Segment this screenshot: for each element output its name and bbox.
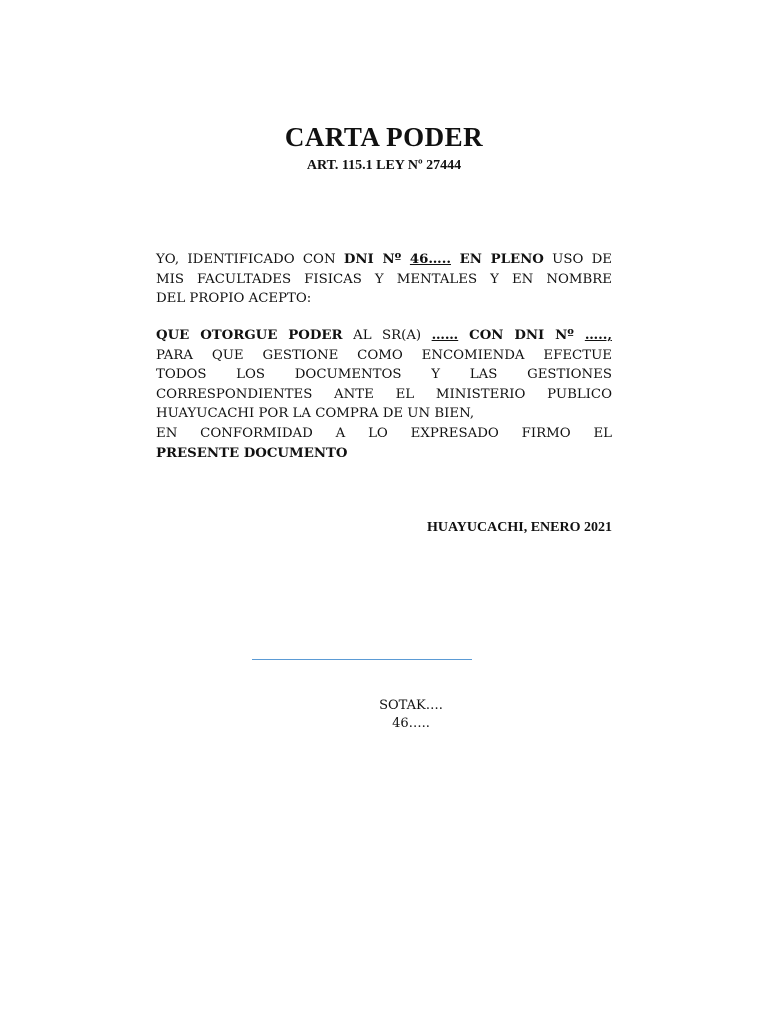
signature-name: SOTAK…. [379, 698, 443, 713]
paragraph-line: MIS FACULTADES FISICAS Y MENTALES Y EN NOMBRE [156, 271, 612, 287]
dni-label: CON DNI Nº [458, 328, 585, 343]
bold-text-run: EN PLENO [450, 252, 544, 267]
paragraph-line: HUAYUCACHI POR LA COMPRA DE UN BIEN, [156, 406, 475, 422]
document-subtitle: ART. 115.1 LEY Nº 27444 [306, 158, 462, 173]
signature-line [252, 659, 472, 660]
paragraph-power-grant [156, 326, 612, 463]
paragraph-identification [156, 250, 612, 309]
representative-name-value: …… [431, 328, 459, 343]
paragraph-line [156, 250, 612, 270]
bold-text-run: QUE OTORGUE PODER [156, 328, 343, 343]
paragraph-line: DEL PROPIO ACEPTO: [156, 291, 312, 307]
paragraph-line: EN CONFORMIDAD A LO EXPRESADO FIRMO EL [156, 425, 612, 441]
paragraph-line: TODOS LOS DOCUMENTOS Y LAS GESTIONES [156, 367, 612, 383]
document-title: CARTA PODER [284, 122, 484, 152]
paragraph-line: PARA QUE GESTIONE COMO ENCOMIENDA EFECTUE [156, 347, 612, 363]
dni-value: ….., [584, 328, 613, 343]
paragraph-line [156, 326, 612, 346]
place-and-date: HUAYUCACHI, ENERO 2021 [426, 520, 612, 535]
text-run: YO, IDENTIFICADO CON [156, 252, 344, 267]
paragraph-line: PRESENTE DOCUMENTO [156, 445, 348, 461]
text-run: AL SR(A) [342, 328, 432, 343]
signature-dni: 46….. [392, 716, 430, 731]
dni-value: 46….. [409, 252, 451, 267]
dni-label: DNI Nº [343, 252, 410, 267]
text-run: USO DE [543, 252, 612, 267]
paragraph-line: CORRESPONDIENTES ANTE EL MINISTERIO PUBLICO [156, 386, 612, 402]
